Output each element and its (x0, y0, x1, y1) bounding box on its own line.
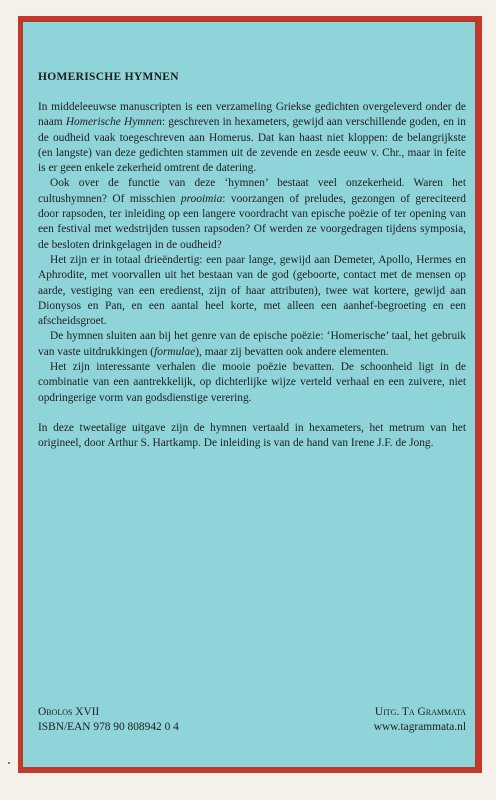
footer-publisher-block (374, 705, 466, 735)
page-speck (8, 762, 10, 764)
paragraph-beauty: Het zijn interessante verhalen die mooie poëzie bevatten. De schoonheid ligt in de combinatie van een aantrekkelijk, op dichterlijke wijze verteld verhaal en een zuivere, niet opdringerige vorm van godsdienstige verering. (38, 361, 466, 404)
publisher-name: Uitg. Ta Grammata (374, 706, 466, 718)
series-name: Obolos XVII (38, 706, 100, 718)
paragraph-text: ), maar zij bevatten ook andere elementen. (195, 345, 389, 358)
paragraph-function (38, 176, 466, 252)
paragraph-text: : voorzangen of preludes, gezongen of gereciteerd door rapsoden, ter inleiding op een langere voordracht van epische poëzie of ter opening van een festival met wedstrijden tussen rapsoden? Of werden ze voorgedragen tijdens symposia, de besloten drinkgelagen in de oudheid? (38, 192, 466, 251)
back-cover-text (38, 38, 466, 758)
publisher-website: www.tagrammata.nl (373, 721, 466, 733)
isbn: ISBN/EAN 978 90 808942 0 4 (38, 721, 179, 733)
page-title: HOMERISCHE HYMNEN (38, 71, 179, 83)
paragraph-text: : geschreven in hexameters, gewijd aan verschillende goden, en in de oudheid vaak toegeschreven aan Homerus. Dat kan haast niet kloppen: de belangrijkste (en langste) van deze gedichten stammen uit de zevende en zesde eeuw v. Chr., maar in feite is er geen enkele zekerheid omtrent de datering. (38, 116, 466, 175)
paragraph-text: In middeleeuwse manuscripten is een verzameling Griekse gedichten overgeleverd onder de naam (38, 101, 466, 129)
paragraph-text: Ook over de functie van deze ‘hymnen’ bestaat veel onzekerheid. Waren het cultushymnen? Of misschien (38, 177, 466, 205)
paragraph-edition: In deze tweetalige uitgave zijn de hymnen vertaald in hexameters, het metrum van het origineel, door Arthur S. Hartkamp. De inleiding is van de hand van Irene J.F. de Jong. (38, 421, 466, 450)
footer-series-block (38, 705, 179, 735)
paragraph-count: Het zijn er in totaal drieëndertig: een paar lange, gewijd aan Demeter, Apollo, Hermes en Aphrodite, met voorvallen uit het bestaan van de god (geboorte, contact met de mensen op aarde, vestiging van een eredienst, zijn of haar attributen), twee wat kortere, gewijd aan Dionysos en Pan, en een aantal heel korte, met alleen een aanhef-begroeting en een afscheidsgroet. (38, 253, 466, 328)
italic-term: prooimia (180, 192, 223, 205)
italic-term: Homerische Hymnen (65, 116, 162, 129)
paragraph-intro (38, 100, 466, 176)
paragraph-text: De hymnen sluiten aan bij het genre van de epische poëzie: ‘Homerische’ taal, het gebruik van vaste uitdrukkingen ( (38, 330, 466, 358)
paragraph-genre (38, 329, 466, 360)
italic-term: formulae (154, 345, 196, 358)
